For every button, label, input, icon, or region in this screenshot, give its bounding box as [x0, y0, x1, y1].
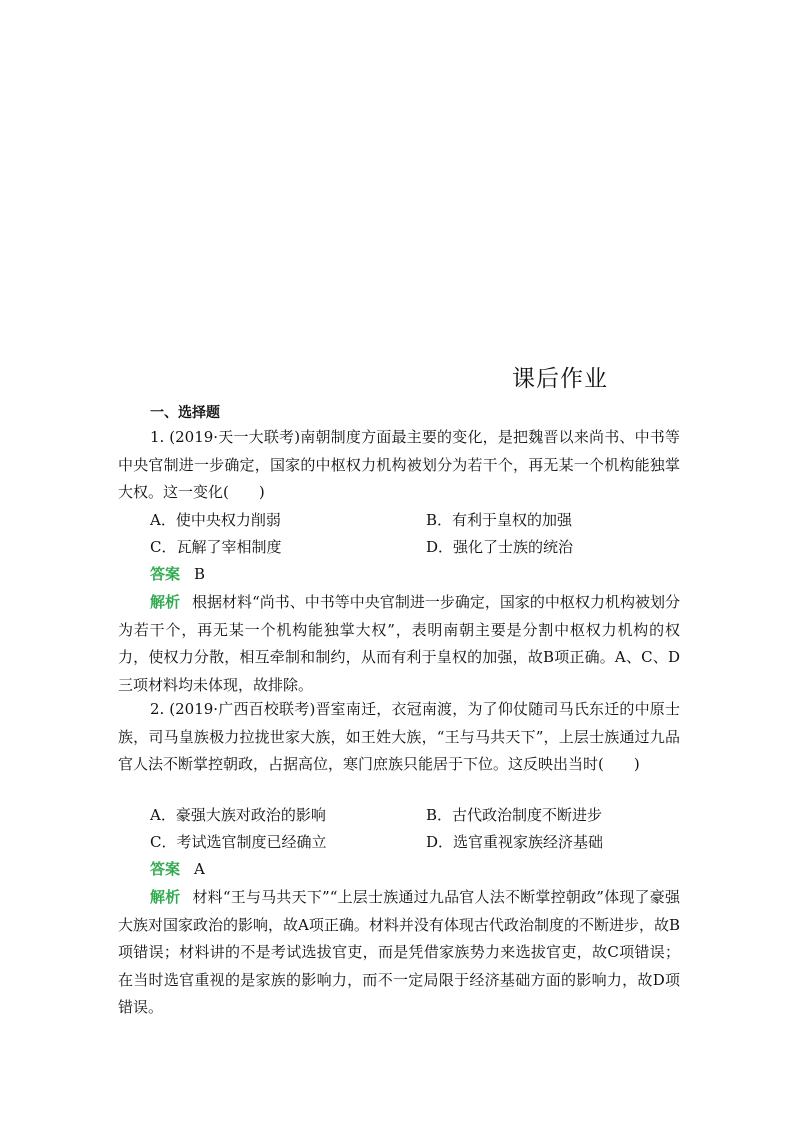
q2-option-b: B．古代政治制度不断进步 — [426, 806, 603, 824]
q2-option-a: A．豪强大族对政治的影响 — [150, 806, 326, 824]
q1-option-a: A．使中央权力削弱 — [150, 511, 281, 529]
q1-option-c: C．瓦解了宰相制度 — [150, 538, 282, 556]
q1-answer — [150, 561, 205, 588]
q1-option-b: B．有利于皇权的加强 — [426, 511, 573, 529]
q2-answer — [150, 856, 205, 883]
answer-label: 答案 — [150, 860, 181, 878]
question-1-stem: 1. (2019·天一大联考)南朝制度方面最主要的变化，是把魏晋以来尚书、中书等中央官制进一步确定，国家的中枢权力机构被划分为若干个，再无某一个机构能独掌大权。这一变化( ) — [118, 428, 680, 502]
question-2-stem: 2. (2019·广西百校联考)晋室南迁，衣冠南渡，为了仰仗随司马氏东迁的中原士族，司马皇族极力拉拢世家大族，如王姓大族，“王与马共天下”，上层士族通过九品官人法不断掌控朝政，占据高位，寒门庶族只能居于下位。这反映出当时( ) — [118, 700, 680, 774]
q1-option-d: D．强化了士族的统治 — [426, 538, 574, 556]
explain-label: 解析 — [150, 593, 181, 611]
answer-value: B — [194, 565, 206, 583]
answer-label: 答案 — [150, 565, 181, 583]
q1-explanation — [118, 589, 680, 699]
section-heading: 一、选择题 — [150, 405, 220, 421]
explain-label: 解析 — [150, 888, 181, 906]
q2-option-d: D．选官重视家族经济基础 — [426, 833, 604, 851]
answer-value: A — [194, 860, 205, 878]
page-title: 课后作业 — [512, 366, 608, 392]
explain-text: 材料“王与马共天下”“上层士族通过九品官人法不断掌控朝政”体现了豪强大族对国家政治的影响，故A项正确。材料并没有体现古代政治制度的不断进步，故B项错误；材料讲的不是考试选拔官吏，而是凭借家族势力来选拔官吏，故C项错误；在当时选官重视的是家族的影响力，而不一定局限于经济基础方面的影响力，故D项错误。 — [118, 888, 680, 1017]
q2-option-c: C．考试选官制度已经确立 — [150, 833, 327, 851]
q2-explanation — [118, 884, 680, 1022]
explain-text: 根据材料“尚书、中书等中央官制进一步确定，国家的中枢权力机构被划分为若干个，再无某一个机构能独掌大权”，表明南朝主要是分割中枢权力机构的权力，使权力分散，相互牵制和制约，从而有利于皇权的加强，故B项正确。A、C、D三项材料均未体现，故排除。 — [118, 593, 680, 694]
